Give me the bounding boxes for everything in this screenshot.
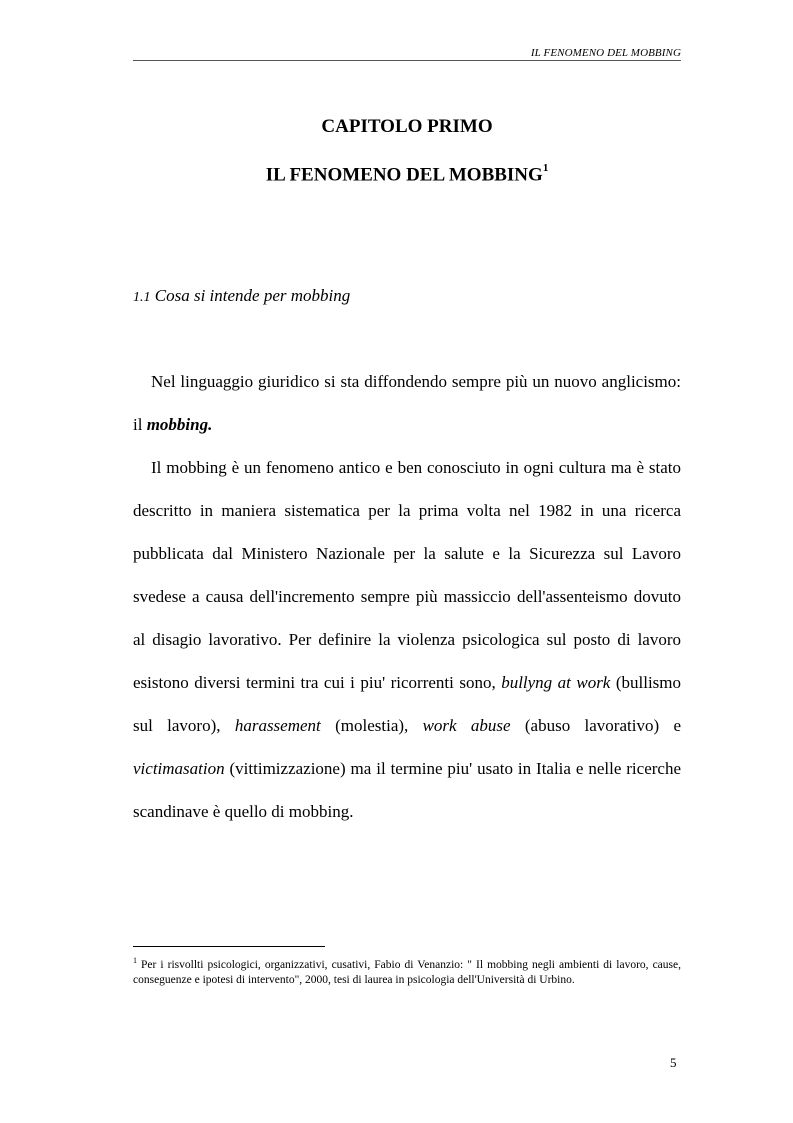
term-victimasation: victimasation	[133, 759, 225, 778]
paragraph-2-part2: (bullismo sul lavoro),	[133, 673, 682, 735]
term-harassement: harassement	[234, 716, 321, 735]
section-title: Cosa si intende per mobbing	[154, 286, 351, 305]
running-header	[133, 46, 681, 61]
footnote	[133, 953, 681, 988]
paragraph-2	[133, 446, 681, 833]
paragraph-2-part4: (abuso lavorativo) e	[510, 716, 681, 735]
term-work-abuse: work abuse	[422, 716, 511, 735]
footnote-divider	[133, 946, 325, 947]
chapter-title	[133, 164, 681, 186]
paragraph-1-text: Nel linguaggio giuridico si sta diffondendo sempre più un nuovo anglicismo: il	[133, 372, 681, 434]
paragraph-2-part3: (molestia),	[320, 716, 423, 735]
mobbing-emphasis: mobbing.	[146, 415, 213, 434]
paragraph-1	[133, 360, 681, 446]
footnote-marker: 1	[133, 956, 137, 965]
paragraph-2-part5: (vittimizzazione) ma il termine piu' usato in Italia e nelle ricerche scandinave è quello di mobbing.	[133, 759, 681, 821]
running-header-title: IL FENOMENO DEL MOBBING	[530, 47, 681, 59]
chapter-label: CAPITOLO PRIMO	[321, 116, 493, 137]
page-number: 5	[670, 1055, 677, 1070]
chapter-title-text: IL FENOMENO DEL MOBBING	[265, 164, 543, 186]
section-heading	[133, 286, 350, 306]
section-number: 1.1	[133, 290, 151, 305]
term-bullyng: bullyng at work	[501, 673, 611, 692]
chapter-footnote-marker[interactable]: 1	[542, 162, 549, 174]
body-text	[133, 360, 681, 833]
paragraph-2-part1: Il mobbing è un fenomeno antico e ben conosciuto in ogni cultura ma è stato descritto in maniera sistematica per la prima volta nel 1982 in una ricerca pubblicata dal Ministero Nazionale per la salute e la Sicurezza sul Lavoro svedese a causa dell'incremento sempre più massiccio dell'assenteismo dovuto al disagio lavorativo. Per definire la violenza psicologica sul posto di lavoro esistono diversi termini tra cui i piu' ricorrenti sono,	[133, 458, 681, 692]
footnote-text: Per i risvollti psicologici, organizzativi, cusativi, Fabio di Venanzio: " Il mobbing negli ambienti di lavoro, cause, conseguenze e ipotesi di intervento", 2000, tesi di laurea in psicologia dell'Università di Urbino.	[133, 958, 681, 986]
